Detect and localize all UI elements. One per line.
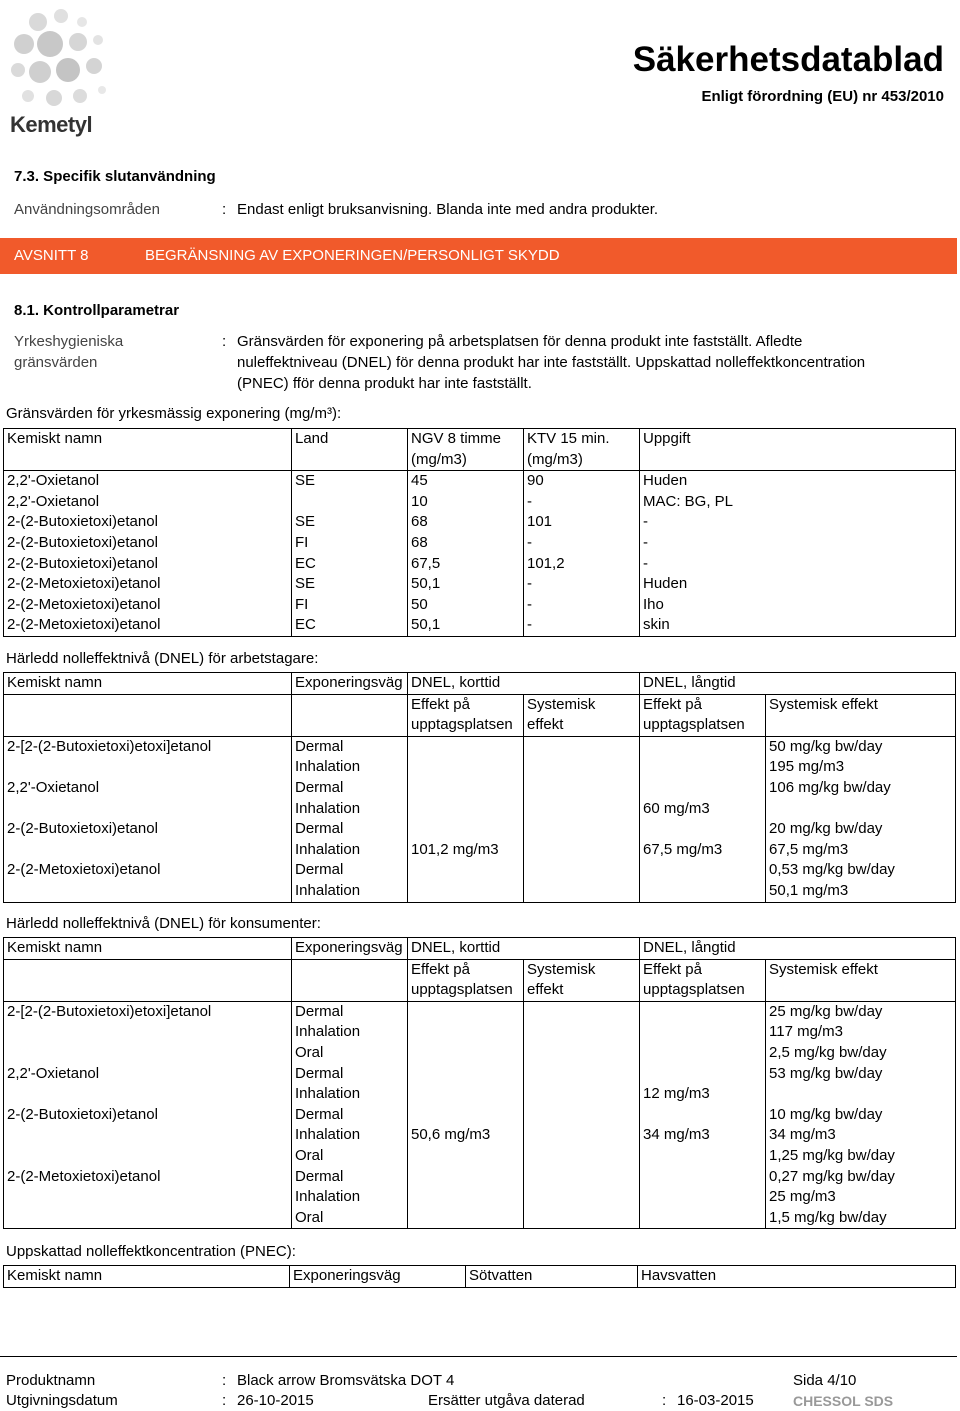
dnel_workers-row	[4, 840, 956, 861]
oel-cell: skin	[640, 615, 956, 636]
dnel_consumers-cell: 12 mg/m3	[640, 1084, 766, 1105]
dnel_consumers-subheader-cell	[766, 980, 956, 1001]
dnel_consumers-subheader-row-2	[4, 980, 956, 1001]
dnel_consumers-cell: 25 mg/kg bw/day	[766, 1001, 956, 1022]
dnel_consumers-cell: Inhalation	[292, 1125, 408, 1146]
dnel_consumers-cell	[4, 1043, 292, 1064]
oel-cell: 2-(2-Metoxietoxi)etanol	[4, 615, 292, 636]
dnel_consumers-header-name: Kemiskt namn	[4, 938, 292, 960]
dnel_consumers-cell	[408, 1105, 524, 1126]
oel-header-row-2	[4, 450, 956, 471]
oel-header-row	[4, 429, 956, 450]
oel-row	[4, 615, 956, 636]
dnel_workers-cell	[640, 757, 766, 778]
dnel_workers-cell	[524, 736, 640, 757]
dnel_consumers-row	[4, 1187, 956, 1208]
dnel_consumers-cell	[640, 1001, 766, 1022]
oel-cell: EC	[292, 615, 408, 636]
dnel_workers-cell	[524, 778, 640, 799]
dnel-consumers-table	[3, 937, 956, 1229]
oel-table	[3, 428, 956, 637]
oel-cell: FI	[292, 595, 408, 616]
dnel_workers-cell	[640, 819, 766, 840]
dnel_consumers-cell	[524, 1022, 640, 1043]
dnel_consumers-cell	[524, 1105, 640, 1126]
oel-cell: 2-(2-Metoxietoxi)etanol	[4, 595, 292, 616]
dnel_consumers-cell: 34 mg/m3	[766, 1125, 956, 1146]
pnec-header-row	[4, 1266, 956, 1288]
dnel_consumers-header-long-term: DNEL, långtid	[640, 938, 956, 960]
dnel_workers-subheader-row	[4, 694, 956, 715]
footer-product-colon: :	[222, 1372, 227, 1389]
dnel_consumers-subheader-empty	[4, 959, 292, 980]
oel-header-cell: Kemiskt namn	[4, 429, 292, 450]
oel-header-cell: (mg/m3)	[524, 450, 640, 471]
dnel_consumers-cell	[524, 1167, 640, 1188]
dnel_workers-cell	[408, 757, 524, 778]
footer-date-colon: :	[222, 1392, 227, 1409]
dnel_workers-cell	[408, 799, 524, 820]
dnel_workers-cell	[408, 860, 524, 881]
oel-cell: SE	[292, 471, 408, 492]
dnel_consumers-cell: 117 mg/m3	[766, 1022, 956, 1043]
dnel_consumers-cell: 2,5 mg/kg bw/day	[766, 1043, 956, 1064]
oel-cell: -	[524, 615, 640, 636]
oel-cell: Huden	[640, 471, 956, 492]
footer-page-number: Sida 4/10	[793, 1372, 857, 1389]
dnel_consumers-cell: 34 mg/m3	[640, 1125, 766, 1146]
dnel-consumers-caption: Härledd nolleffektnivå (DNEL) för konsumenter:	[6, 915, 321, 932]
dnel_consumers-cell	[4, 1125, 292, 1146]
oel-cell: 45	[408, 471, 524, 492]
document-subtitle: Enligt förordning (EU) nr 453/2010	[701, 88, 944, 105]
dnel_workers-cell: 2,2'-Oxietanol	[4, 778, 292, 799]
oel-cell: 2-(2-Butoxietoxi)etanol	[4, 554, 292, 575]
dnel_consumers-cell: 25 mg/m3	[766, 1187, 956, 1208]
dnel-workers-table	[3, 672, 956, 903]
dnel_workers-header-long-term: DNEL, långtid	[640, 673, 956, 695]
dnel_consumers-row	[4, 1125, 956, 1146]
usage-area-value: Endast enligt bruksanvisning. Blanda inte med andra produkter.	[237, 201, 659, 218]
dnel_workers-cell: 2-(2-Metoxietoxi)etanol	[4, 860, 292, 881]
dnel_workers-cell	[408, 736, 524, 757]
dnel_workers-cell: 2-[2-(2-Butoxietoxi)etoxi]etanol	[4, 736, 292, 757]
dnel_consumers-cell: Inhalation	[292, 1022, 408, 1043]
dnel_consumers-cell: Oral	[292, 1208, 408, 1229]
oel-cell: -	[524, 492, 640, 513]
oel-header-cell: NGV 8 timme	[408, 429, 524, 450]
pnec-caption: Uppskattad nolleffektkoncentration (PNEC):	[6, 1243, 296, 1260]
oel-cell: 67,5	[408, 554, 524, 575]
dnel_consumers-cell: Inhalation	[292, 1084, 408, 1105]
dnel_consumers-cell	[4, 1208, 292, 1229]
dnel_workers-header-name: Kemiskt namn	[4, 673, 292, 695]
dnel_workers-subheader-cell: Systemisk effekt	[766, 694, 956, 715]
dnel_consumers-cell	[766, 1084, 956, 1105]
dnel_workers-cell: 20 mg/kg bw/day	[766, 819, 956, 840]
dnel_consumers-cell	[4, 1022, 292, 1043]
oel-header-cell: Uppgift	[640, 429, 956, 450]
dnel_consumers-cell	[4, 1084, 292, 1105]
dnel_workers-cell: 101,2 mg/m3	[408, 840, 524, 861]
oel-cell: 50,1	[408, 615, 524, 636]
dnel_consumers-subheader-cell: Systemisk	[524, 959, 640, 980]
usage-area-colon: :	[222, 201, 227, 218]
section-8-bar	[0, 238, 957, 274]
dnel_workers-row	[4, 799, 956, 820]
dnel_workers-cell	[766, 799, 956, 820]
dnel_workers-cell	[408, 819, 524, 840]
dnel_consumers-cell	[640, 1043, 766, 1064]
dnel_workers-cell	[524, 881, 640, 902]
footer-product-label: Produktnamn	[6, 1372, 96, 1389]
dnel_workers-subheader-cell: effekt	[524, 715, 640, 736]
dnel_workers-cell: Inhalation	[292, 881, 408, 902]
oel-cell: 68	[408, 533, 524, 554]
dnel_workers-cell: 195 mg/m3	[766, 757, 956, 778]
dnel_consumers-cell	[408, 1084, 524, 1105]
document-title: Säkerhetsdatablad	[632, 40, 944, 79]
pnec-table	[3, 1265, 956, 1288]
dnel_consumers-row	[4, 1105, 956, 1126]
oel-value-line2: nuleffektniveau (DNEL) för denna produkt har inte fastställt. Uppskattad nolleffektkoncentration	[237, 354, 866, 371]
dnel_consumers-header-route: Exponeringsväg	[292, 938, 408, 960]
oel-cell	[292, 492, 408, 513]
dnel_workers-header-short-term: DNEL, korttid	[408, 673, 640, 695]
dnel_workers-cell	[408, 778, 524, 799]
oel-cell: FI	[292, 533, 408, 554]
dnel_consumers-cell	[4, 1146, 292, 1167]
oel-header-cell: KTV 15 min.	[524, 429, 640, 450]
dnel_consumers-cell: 1,25 mg/kg bw/day	[766, 1146, 956, 1167]
dnel_consumers-cell	[524, 1001, 640, 1022]
dnel_consumers-subheader-cell: effekt	[524, 980, 640, 1001]
dnel_consumers-cell	[524, 1064, 640, 1085]
dnel_consumers-subheader-cell: upptagsplatsen	[408, 980, 524, 1001]
oel-cell: 68	[408, 512, 524, 533]
dnel_consumers-subheader-cell: upptagsplatsen	[640, 980, 766, 1001]
oel-cell: 2-(2-Metoxietoxi)etanol	[4, 574, 292, 595]
dnel_workers-cell	[640, 860, 766, 881]
dnel_consumers-cell	[408, 1167, 524, 1188]
dnel_consumers-cell	[4, 1187, 292, 1208]
dnel_workers-cell: 60 mg/m3	[640, 799, 766, 820]
dnel_consumers-cell: 0,27 mg/kg bw/day	[766, 1167, 956, 1188]
dnel_workers-row	[4, 860, 956, 881]
dnel_consumers-cell: 2-(2-Butoxietoxi)etanol	[4, 1105, 292, 1126]
oel-colon: :	[222, 333, 227, 350]
dnel_workers-cell	[408, 881, 524, 902]
dnel_workers-cell	[524, 819, 640, 840]
oel-cell: 90	[524, 471, 640, 492]
dnel_workers-cell: 50,1 mg/m3	[766, 881, 956, 902]
dnel_consumers-subheader-empty	[292, 980, 408, 1001]
dnel_workers-cell: 67,5 mg/m3	[640, 840, 766, 861]
dnel_consumers-cell	[640, 1022, 766, 1043]
dnel_consumers-row	[4, 1146, 956, 1167]
dnel_workers-cell	[524, 860, 640, 881]
dnel_workers-cell	[524, 799, 640, 820]
dnel_consumers-subheader-row	[4, 959, 956, 980]
oel-cell: -	[524, 533, 640, 554]
oel-header-cell: Land	[292, 429, 408, 450]
oel-row	[4, 512, 956, 533]
oel-cell: -	[640, 533, 956, 554]
dnel_consumers-cell	[640, 1146, 766, 1167]
dnel_consumers-cell: Inhalation	[292, 1187, 408, 1208]
dnel_workers-subheader-cell: Effekt på	[640, 694, 766, 715]
dnel_consumers-cell: Dermal	[292, 1064, 408, 1085]
dnel_consumers-cell	[640, 1064, 766, 1085]
oel-cell: 101,2	[524, 554, 640, 575]
oel-cell: Huden	[640, 574, 956, 595]
oel-cell: 2-(2-Butoxietoxi)etanol	[4, 512, 292, 533]
oel-label-line1: Yrkeshygieniska	[14, 333, 124, 350]
dnel_workers-cell: Inhalation	[292, 799, 408, 820]
dnel_consumers-cell	[408, 1022, 524, 1043]
section-8-number: AVSNITT 8	[14, 247, 89, 264]
dnel_workers-row	[4, 778, 956, 799]
footer-replaces-value: 16-03-2015	[677, 1392, 754, 1409]
oel-row	[4, 533, 956, 554]
dnel_workers-row	[4, 736, 956, 757]
oel-cell: -	[640, 554, 956, 575]
dnel_workers-cell: 0,53 mg/kg bw/day	[766, 860, 956, 881]
dnel_consumers-cell: 10 mg/kg bw/day	[766, 1105, 956, 1126]
dnel_consumers-cell	[640, 1105, 766, 1126]
dnel_workers-subheader-cell: Effekt på	[408, 694, 524, 715]
dnel_consumers-cell	[408, 1001, 524, 1022]
oel-cell: 2,2'-Oxietanol	[4, 471, 292, 492]
section-8-1-heading: 8.1. Kontrollparametrar	[14, 302, 180, 319]
dnel_workers-subheader-cell: upptagsplatsen	[640, 715, 766, 736]
oel-table-caption: Gränsvärden för yrkesmässig exponering (mg/m³):	[6, 405, 342, 422]
pnec-header-cell: Havsvatten	[638, 1266, 956, 1288]
dnel_consumers-cell	[408, 1208, 524, 1229]
dnel_consumers-row	[4, 1001, 956, 1022]
footer-divider	[0, 1356, 957, 1357]
oel-cell: 101	[524, 512, 640, 533]
dnel_consumers-cell	[524, 1208, 640, 1229]
footer-date-value: 26-10-2015	[237, 1392, 314, 1409]
section-7-3-heading: 7.3. Specifik slutanvändning	[14, 168, 216, 185]
oel-value-line1: Gränsvärden för exponering på arbetsplatsen för denna produkt inte fastställt. Afledte	[237, 333, 803, 350]
oel-cell: EC	[292, 554, 408, 575]
dnel_consumers-cell: 2,2'-Oxietanol	[4, 1064, 292, 1085]
oel-header-cell	[640, 450, 956, 471]
dnel_consumers-cell	[640, 1167, 766, 1188]
dnel_consumers-cell	[640, 1208, 766, 1229]
pnec-header-cell: Exponeringsväg	[290, 1266, 466, 1288]
footer-date-label: Utgivningsdatum	[6, 1392, 118, 1409]
dnel_consumers-row	[4, 1167, 956, 1188]
dnel_consumers-subheader-empty	[4, 980, 292, 1001]
dnel_workers-subheader-cell: upptagsplatsen	[408, 715, 524, 736]
oel-header-cell	[4, 450, 292, 471]
footer-replaces-colon: :	[662, 1392, 667, 1409]
dnel_consumers-cell	[408, 1187, 524, 1208]
dnel_workers-cell: 106 mg/kg bw/day	[766, 778, 956, 799]
dnel_workers-header-row	[4, 673, 956, 695]
dnel_workers-cell: 50 mg/kg bw/day	[766, 736, 956, 757]
dnel_consumers-row	[4, 1064, 956, 1085]
dnel_workers-cell: Inhalation	[292, 757, 408, 778]
dnel_consumers-row	[4, 1084, 956, 1105]
dnel_consumers-subheader-cell: Effekt på	[640, 959, 766, 980]
oel-cell: SE	[292, 512, 408, 533]
dnel_workers-cell: Dermal	[292, 778, 408, 799]
dnel_consumers-cell	[524, 1146, 640, 1167]
footer-replaces-label: Ersätter utgåva daterad	[428, 1392, 585, 1409]
dnel_consumers-subheader-empty	[292, 959, 408, 980]
dnel_workers-subheader-empty	[292, 694, 408, 715]
dnel_workers-cell	[524, 757, 640, 778]
dnel_consumers-cell	[524, 1187, 640, 1208]
oel-cell: 50,1	[408, 574, 524, 595]
dnel_workers-row	[4, 881, 956, 902]
dnel_workers-cell	[640, 778, 766, 799]
dnel_workers-cell: Dermal	[292, 736, 408, 757]
dnel_workers-subheader-cell: Systemisk	[524, 694, 640, 715]
dnel_workers-cell	[524, 840, 640, 861]
oel-row	[4, 471, 956, 492]
dnel_consumers-cell: Dermal	[292, 1001, 408, 1022]
dnel_workers-cell: 67,5 mg/m3	[766, 840, 956, 861]
dnel_workers-subheader-empty	[4, 694, 292, 715]
dnel_consumers-row	[4, 1022, 956, 1043]
oel-cell: 50	[408, 595, 524, 616]
dnel_consumers-subheader-cell: Effekt på	[408, 959, 524, 980]
dnel_consumers-cell: Dermal	[292, 1105, 408, 1126]
dnel_consumers-cell: 1,5 mg/kg bw/day	[766, 1208, 956, 1229]
pnec-header-cell: Sötvatten	[466, 1266, 638, 1288]
oel-row	[4, 492, 956, 513]
dnel_consumers-cell: 2-[2-(2-Butoxietoxi)etoxi]etanol	[4, 1001, 292, 1022]
oel-cell: SE	[292, 574, 408, 595]
oel-header-cell: (mg/m3)	[408, 450, 524, 471]
dnel_workers-cell: Dermal	[292, 819, 408, 840]
dnel_consumers-cell	[408, 1064, 524, 1085]
oel-cell: Iho	[640, 595, 956, 616]
dnel_workers-cell: Dermal	[292, 860, 408, 881]
pnec-header-cell: Kemiskt namn	[4, 1266, 290, 1288]
dnel_workers-row	[4, 757, 956, 778]
oel-cell: -	[640, 512, 956, 533]
dnel_consumers-cell	[408, 1043, 524, 1064]
dnel_consumers-cell	[524, 1043, 640, 1064]
oel-cell: -	[524, 595, 640, 616]
oel-cell: 10	[408, 492, 524, 513]
dnel_consumers-cell	[640, 1187, 766, 1208]
dnel_workers-cell	[4, 799, 292, 820]
oel-row	[4, 574, 956, 595]
kemetyl-logo-text: Kemetyl	[10, 112, 93, 137]
oel-label-line2: gränsvärden	[14, 354, 98, 371]
dnel_consumers-cell: Oral	[292, 1146, 408, 1167]
section-8-title: BEGRÄNSNING AV EXPONERINGEN/PERSONLIGT SKYDD	[145, 247, 560, 264]
dnel_consumers-cell: 2-(2-Metoxietoxi)etanol	[4, 1167, 292, 1188]
dnel_consumers-cell	[524, 1084, 640, 1105]
dnel_consumers-header-short-term: DNEL, korttid	[408, 938, 640, 960]
oel-cell: MAC: BG, PL	[640, 492, 956, 513]
dnel_consumers-subheader-cell: Systemisk effekt	[766, 959, 956, 980]
dnel_consumers-cell: Oral	[292, 1043, 408, 1064]
dnel_consumers-cell	[408, 1146, 524, 1167]
dnel_consumers-cell: Dermal	[292, 1167, 408, 1188]
dnel_workers-cell	[640, 736, 766, 757]
usage-area-label: Användningsområden	[14, 201, 160, 218]
dnel_workers-cell	[640, 881, 766, 902]
dnel_workers-cell: 2-(2-Butoxietoxi)etanol	[4, 819, 292, 840]
dnel_workers-cell	[4, 881, 292, 902]
oel-cell: 2,2'-Oxietanol	[4, 492, 292, 513]
dnel_workers-subheader-row-2	[4, 715, 956, 736]
dnel_workers-subheader-empty	[4, 715, 292, 736]
dnel_workers-row	[4, 819, 956, 840]
dnel_consumers-header-row	[4, 938, 956, 960]
dnel_workers-subheader-empty	[292, 715, 408, 736]
oel-cell: 2-(2-Butoxietoxi)etanol	[4, 533, 292, 554]
dnel_consumers-cell: 53 mg/kg bw/day	[766, 1064, 956, 1085]
dnel_consumers-row	[4, 1043, 956, 1064]
dnel_consumers-cell: 50,6 mg/m3	[408, 1125, 524, 1146]
oel-row	[4, 595, 956, 616]
footer-product-value: Black arrow Bromsvätska DOT 4	[237, 1372, 455, 1389]
dnel_workers-cell: Inhalation	[292, 840, 408, 861]
dnel_consumers-row	[4, 1208, 956, 1229]
kemetyl-logo-dots	[6, 4, 116, 112]
dnel_workers-subheader-cell	[766, 715, 956, 736]
dnel_workers-cell	[4, 757, 292, 778]
dnel_workers-header-route: Exponeringsväg	[292, 673, 408, 695]
oel-header-cell	[292, 450, 408, 471]
dnel-workers-caption: Härledd nolleffektnivå (DNEL) för arbetstagare:	[6, 650, 319, 667]
oel-cell: -	[524, 574, 640, 595]
oel-row	[4, 554, 956, 575]
dnel_consumers-cell	[524, 1125, 640, 1146]
footer-brand: CHESSOL SDS	[793, 1393, 894, 1409]
dnel_workers-cell	[4, 840, 292, 861]
oel-value-line3: (PNEC) fför denna produkt har inte fastställt.	[237, 375, 532, 392]
